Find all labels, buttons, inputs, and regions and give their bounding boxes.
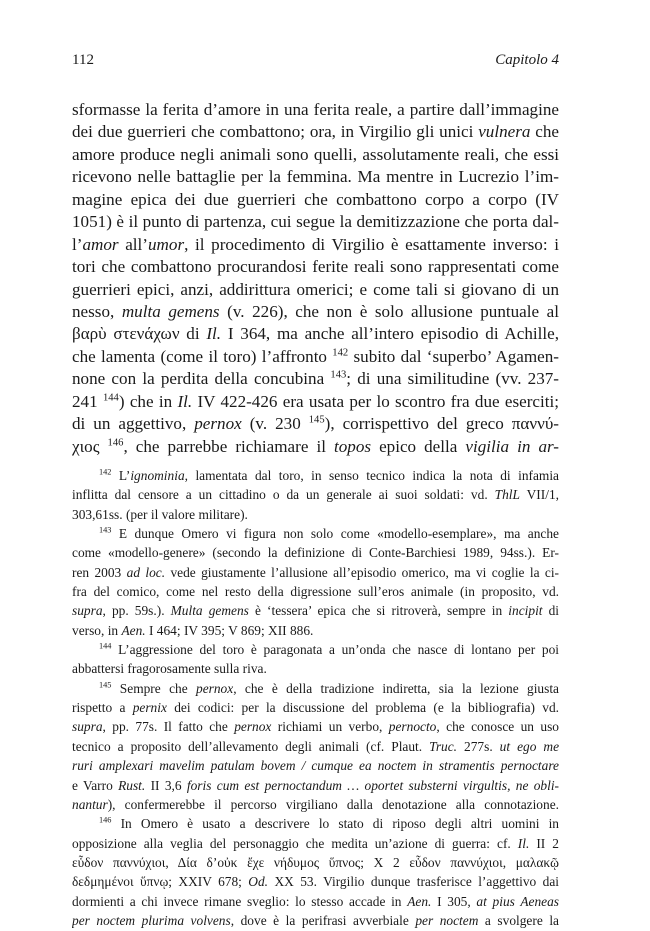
footnote-line	[72, 892, 559, 911]
text-line	[72, 323, 559, 345]
italic-text: per noctem	[415, 912, 479, 928]
italic-text: Aen.	[407, 893, 432, 909]
text-run: 241	[72, 391, 103, 411]
text-run: , il procedimento di Virgilio è esattamente inverso: i	[184, 234, 559, 254]
text-run: amore produce negli animali sono quelli, assolutamente reali, che essi	[72, 144, 559, 164]
text-line	[72, 413, 559, 435]
italic-text: ut ego me	[499, 738, 559, 754]
italic-text: Aen.	[121, 622, 146, 638]
text-run: vede giustamente l’allusione all’episodio omerico, ma vi coglie la ci-	[165, 564, 559, 580]
text-line	[72, 234, 559, 256]
text-line	[72, 211, 559, 233]
text-line	[72, 436, 559, 458]
text-run: VII/1,	[519, 487, 559, 503]
footnote-line	[72, 814, 559, 833]
footnote-line	[72, 659, 559, 678]
text-run: ), corrispettivo del greco παννύ-	[324, 414, 559, 434]
text-run: ricevono nelle battaglie per la femmina. Ma mentre in Lucrezio l’im-	[72, 167, 559, 187]
text-run: (v. 226), che non è solo allusione puntuale al	[219, 301, 559, 321]
text-run: XX 53. Virgilio dunque trasferisce l’aggettivo dai	[268, 874, 559, 890]
text-run: tecnico a proposito dell’allevamento degli animali (cf. Plaut.	[72, 738, 430, 754]
text-run: richiami un verbo,	[271, 719, 389, 735]
page-number: 112	[72, 52, 94, 68]
text-run: , che conosce un uso	[436, 719, 559, 735]
italic-text: incipit	[508, 603, 543, 619]
text-run: βαρὺ στενάχων di	[72, 324, 207, 344]
running-header	[72, 52, 559, 72]
text-run: che lamenta (come il toro) l’affronto	[72, 346, 333, 366]
footnote-ref: 145	[99, 680, 112, 690]
text-run: verso, in	[72, 622, 122, 638]
text-run: IV 422-426 era usata per lo scontro fra due eserciti;	[192, 391, 559, 411]
italic-text: ThlL	[494, 487, 520, 503]
text-run: , dove è la perifrasi avverbiale	[230, 912, 416, 928]
text-run: dei due guerrieri che combattono; ora, in Virgilio gli unici	[72, 122, 479, 142]
text-run: 1051) è il punto di partenza, cui segue la demitizzazione che porta dal-	[72, 212, 559, 232]
text-line	[72, 301, 559, 323]
footnote-line	[72, 601, 559, 620]
italic-text: vulnera	[478, 122, 531, 142]
text-run: ; di una similitudine (vv. 237-	[346, 369, 559, 389]
text-run: ren 2003	[72, 564, 127, 580]
text-run: ), confermerebbe il percorso virgiliano dalla denotazione alla connotazione.	[107, 796, 559, 812]
text-run: opposizione alla veglia del personaggio che medita un’azione di guerra: cf.	[72, 835, 518, 851]
text-line	[72, 99, 559, 121]
italic-text: ad loc.	[126, 564, 166, 580]
text-run: subito dal ‘superbo’ Agamen-	[348, 346, 559, 366]
italic-text: supra	[72, 719, 103, 735]
text-line	[72, 189, 559, 211]
text-run: εὗδον παννύχιοι, Δία δ’οὐκ ἔχε νήδυμος ὕπνος; X 2 εὗδον παννύχιοι, μαλακῷ	[72, 854, 559, 870]
footnote-line	[72, 911, 559, 930]
text-run: L’	[111, 468, 131, 483]
text-run: epico della	[371, 436, 466, 456]
text-run: nesso,	[72, 301, 122, 321]
text-run: , pp. 59s.).	[102, 603, 171, 619]
text-run: che	[530, 122, 559, 142]
text-line	[72, 279, 559, 301]
text-run: 277s.	[457, 738, 500, 754]
text-run: inflitta dal censore a un cittadino o da un generale ai suoi soldati: vd.	[72, 487, 495, 503]
italic-text: supra	[72, 603, 103, 619]
footnote-line	[72, 853, 559, 872]
footnote-line	[72, 834, 559, 853]
italic-text: pernox	[234, 719, 272, 735]
text-run: 303,61ss. (per il valore militare).	[72, 506, 248, 522]
text-run: di un aggettivo,	[72, 414, 195, 434]
text-run: , lamentata dal toro, in senso tecnico indica la nota di infamia	[184, 468, 559, 483]
footnote-ref: 144	[102, 392, 119, 403]
footnote-line	[72, 795, 559, 814]
text-run: I 364, ma anche all’intero episodio di Achille,	[221, 324, 559, 344]
text-line	[72, 391, 559, 413]
text-run: , pp. 77s. Il fatto che	[102, 719, 235, 735]
text-run: fra del comico, come nel resto della digressione sull’eros animale (in proposito, vd.	[72, 584, 559, 600]
text-run: , che è della tradizione indiretta, sia la lezione giusta	[233, 680, 559, 696]
italic-text: Multa gemens	[170, 603, 249, 619]
footnote-line	[72, 872, 559, 891]
text-run: L’aggressione del toro è paragonata a un’onda che nasce di lontano per poi	[111, 642, 559, 658]
italic-text: Rust.	[118, 777, 146, 793]
text-run: In Omero è usato a descrivere lo stato di riposo degli altri uomini in	[111, 816, 559, 832]
footnote-ref: 143	[99, 525, 112, 535]
text-run: rispetto a	[72, 700, 133, 716]
text-run: δεδμημένοι ὕπνῳ; XXIV 678;	[72, 874, 249, 890]
footnote-line	[72, 717, 559, 736]
italic-text: pernix	[132, 700, 167, 716]
footnote-line	[72, 543, 559, 562]
italic-text: ruri amplexari mavelim patulam bovem / cumque ea noctem in stramentis pernoctare	[72, 758, 559, 774]
footnote-ref: 144	[99, 641, 112, 651]
italic-text: Truc.	[429, 738, 458, 754]
footnote-line	[72, 776, 559, 795]
text-line	[72, 144, 559, 166]
italic-text: topos	[333, 436, 372, 456]
footnotes	[72, 466, 559, 930]
main-text	[72, 99, 559, 458]
text-run: guerrieri epici, anzi, addirittura omerici; e come tali si giovano di un	[72, 279, 559, 299]
text-run: come «modello-genere» (secondo la definizione di Conte-Barchiesi 1989, 94ss.). Er-	[72, 545, 559, 561]
text-run: , che parrebbe richiamare il	[123, 436, 334, 456]
footnote-line	[72, 698, 559, 717]
text-run: abbattersi fragorosamente sulla riva.	[72, 661, 267, 677]
footnote-line	[72, 563, 559, 582]
text-run: a svolgere la	[478, 912, 559, 928]
text-line	[72, 346, 559, 368]
text-run: II 3,6	[145, 777, 187, 793]
footnote-line	[72, 621, 559, 640]
text-run: dei codici: per la discussione del problema (e la bibliografia) vd.	[166, 700, 559, 716]
italic-text: Od.	[248, 874, 269, 890]
text-run: (v. 230	[241, 414, 309, 434]
text-run: tori che combattono procurandosi ferite reali sono rappresentati come	[72, 257, 559, 277]
text-run: χιος	[72, 436, 108, 456]
italic-text: umor	[148, 234, 185, 254]
text-line	[72, 256, 559, 278]
italic-text: foris cum est pernoctandum … oportet substerni virgultis, ne obli-	[186, 777, 559, 793]
italic-text: Il.	[517, 835, 530, 851]
footnote-ref: 143	[330, 369, 347, 381]
chapter-title: Capitolo 4	[495, 52, 559, 68]
italic-text: pernox	[196, 680, 234, 696]
italic-text: per noctem plurima volvens	[72, 912, 231, 928]
italic-text: Il.	[177, 391, 193, 411]
footnote-ref: 142	[332, 347, 349, 359]
text-run: è ‘tessera’ epica che si ritroverà, sempre in	[248, 603, 509, 619]
text-run: dormienti a chi invece rimane sveglio: lo stesso accade in	[72, 893, 408, 909]
text-run: l’	[72, 234, 83, 254]
text-run: none con la perdita della concubina	[72, 369, 331, 389]
text-run: E dunque Omero vi figura non solo come «modello-esemplare», ma anche	[111, 526, 559, 542]
italic-text: pernox	[194, 414, 242, 434]
footnote-line	[72, 466, 559, 485]
text-run: I 464; IV 395; V 869; XII 886.	[145, 622, 314, 638]
text-run: Sempre che	[111, 680, 197, 696]
text-run: II 2	[529, 835, 559, 851]
footnote-ref: 145	[308, 414, 325, 426]
italic-text: Il.	[206, 324, 222, 344]
text-run: sformasse la ferita d’amore in una ferita reale, a partire dall’immagine	[72, 100, 559, 119]
italic-text: nantur	[72, 796, 108, 812]
footnote-line	[72, 640, 559, 659]
text-line	[72, 368, 559, 390]
italic-text: amor	[82, 234, 119, 254]
text-line	[72, 166, 559, 188]
footnote-line	[72, 679, 559, 698]
italic-text: multa gemens	[121, 301, 220, 321]
footnote-line	[72, 505, 559, 524]
footnote-line	[72, 756, 559, 775]
footnote-ref: 146	[107, 436, 124, 448]
italic-text: pernocto	[388, 719, 437, 735]
italic-text: ignominia	[130, 468, 185, 483]
footnote-line	[72, 485, 559, 504]
footnote-line	[72, 737, 559, 756]
footnote-line	[72, 582, 559, 601]
italic-text: vigilia in ar-	[465, 436, 559, 456]
text-line	[72, 121, 559, 143]
text-run: all’	[118, 234, 148, 254]
footnote-line	[72, 524, 559, 543]
footnote-ref: 146	[99, 815, 112, 825]
text-run: e Varro	[72, 777, 119, 793]
italic-text: at pius Aeneas	[476, 893, 559, 909]
text-run: I 305,	[431, 893, 477, 909]
text-run: ) che in	[118, 391, 178, 411]
footnote-ref: 142	[99, 467, 112, 477]
text-run: magine epica dei due guerrieri che combattono corpo a corpo (IV	[72, 189, 559, 209]
text-run: di	[542, 603, 559, 619]
